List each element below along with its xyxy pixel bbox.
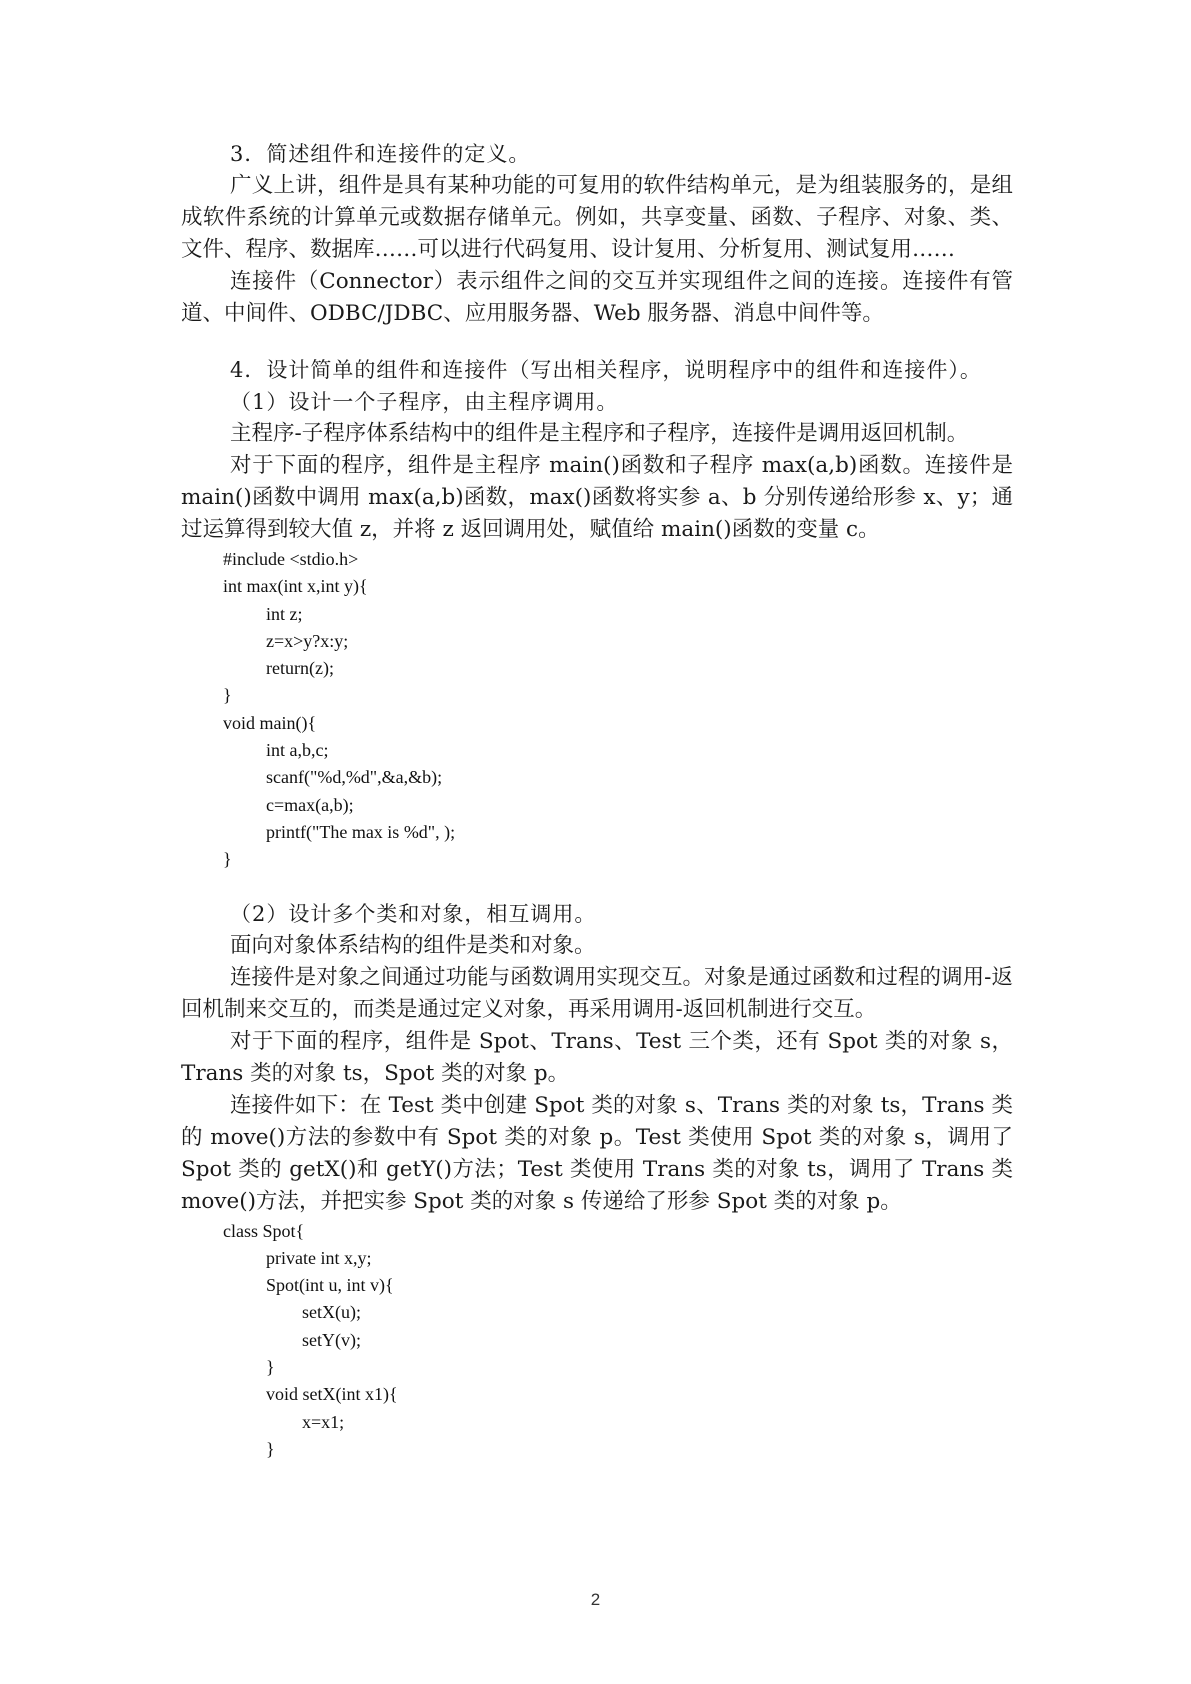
page-content [181, 138, 1013, 1463]
code-line: void main(){ [223, 712, 317, 733]
c-code-block [223, 546, 1013, 874]
code-line: z=x>y?x:y; [266, 630, 349, 651]
oo-program-connectors-paragraph: 连接件如下：在 Test 类中创建 Spot 类的对象 s、Trans 类的对象 ts，Trans 类的 move()方法的参数中有 Spot 类的对象 p。Test 类使用 Spot 类的对象 s，调用了 Spot 类的 getX()和 getY()方法；Test 类使用 Trans 类的对象 ts，调用了 Trans 类 move()方法，并把实参 Spot 类的对象 s 传递给了形参 Spot 类的对象 p。 [181, 1092, 1013, 1214]
code-line: } [223, 849, 232, 870]
section-gap [181, 874, 1013, 898]
java-code-block [223, 1218, 1013, 1464]
code-line: #include <stdio.h> [223, 549, 359, 569]
oo-connectors-paragraph: 连接件是对象之间通过功能与函数调用实现交互。对象是通过函数和过程的调用-返回机制来交互的，而类是通过定义对象，再采用调用-返回机制进行交互。 [181, 964, 1013, 1022]
code-line: } [223, 685, 232, 706]
connector-definition-paragraph: 连接件（Connector）表示组件之间的交互并实现组件之间的连接。连接件有管道、中间件、ODBC/JDBC、应用服务器、Web 服务器、消息中间件等。 [181, 269, 1013, 326]
subsection-1-heading: （1）设计一个子程序，由主程序调用。 [230, 390, 619, 414]
code-line: } [266, 1438, 275, 1459]
main-subprogram-paragraph: 主程序-子程序体系结构中的组件是主程序和子程序，连接件是调用返回机制。 [230, 421, 969, 446]
code-line: setY(v); [302, 1329, 361, 1350]
code-line: Spot(int u, int v){ [266, 1275, 394, 1296]
section-gap [181, 330, 1013, 354]
subsection-2-heading: （2）设计多个类和对象，相互调用。 [230, 901, 597, 926]
code-line: c=max(a,b); [266, 794, 354, 815]
oo-program-components-paragraph: 对于下面的程序，组件是 Spot、Trans、Test 三个类，还有 Spot 类的对象 s，Trans 类的对象 ts，Spot 类的对象 p。 [181, 1028, 1013, 1086]
code-line: class Spot{ [223, 1220, 305, 1241]
code-line: printf("The max is %d", ); [266, 821, 456, 842]
code-line: int z; [266, 603, 303, 624]
code-line: setX(u); [302, 1302, 361, 1323]
code-line: x=x1; [302, 1411, 345, 1432]
code-line: int a,b,c; [266, 740, 329, 761]
oo-components-paragraph: 面向对象体系结构的组件是类和对象。 [230, 932, 596, 958]
question-3-heading: 3．简述组件和连接件的定义。 [230, 142, 531, 166]
code-line: void setX(int x1){ [266, 1384, 398, 1405]
question-4-heading: 4．设计简单的组件和连接件（写出相关程序，说明程序中的组件和连接件）。 [230, 358, 982, 382]
code-line: return(z); [266, 658, 334, 679]
code-line: private int x,y; [266, 1247, 372, 1268]
code-line: } [266, 1357, 275, 1378]
component-definition-paragraph: 广义上讲，组件是具有某种功能的可复用的软件结构单元，是为组装服务的，是组成软件系统的计算单元或数据存储单元。例如，共享变量、函数、子程序、对象、类、文件、程序、数据库……可以进行代码复用、设计复用、分析复用、测试复用…… [181, 173, 1013, 262]
code-line: scanf("%d,%d",&a,&b); [266, 767, 443, 788]
program-explanation-paragraph: 对于下面的程序，组件是主程序 main()函数和子程序 max(a,b)函数。连接件是 main()函数中调用 max(a,b)函数，max()函数将实参 a、b 分别传递给形参 x、y；通过运算得到较大值 z，并将 z 返回调用处，赋值给 main()函数的变量 c。 [181, 453, 1013, 542]
page-number: 2 [590, 1590, 601, 1609]
code-line: int max(int x,int y){ [223, 576, 368, 597]
